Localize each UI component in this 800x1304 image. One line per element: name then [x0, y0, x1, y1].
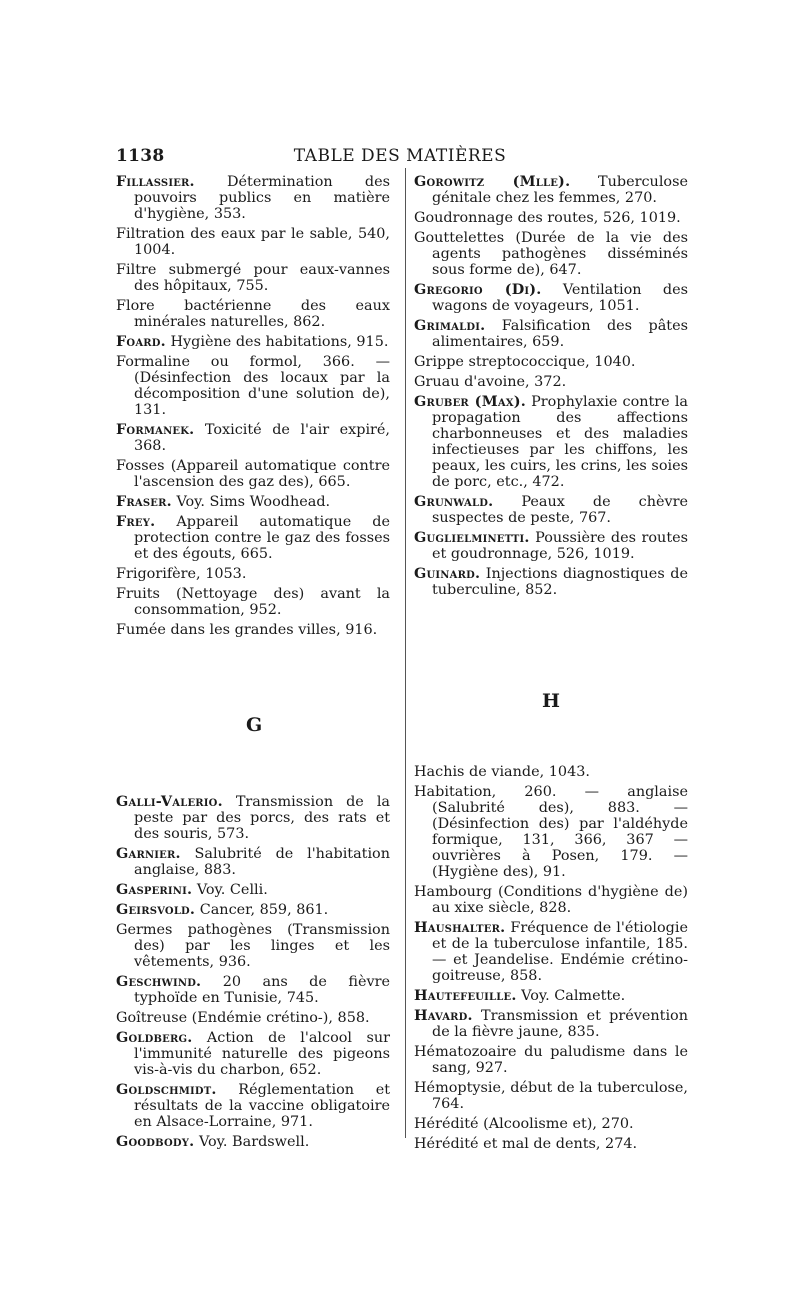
entry-text: Voy. Calmette.	[521, 988, 626, 1004]
entry-text: Voy. Sims Woodhead.	[176, 494, 331, 510]
index-entry	[116, 566, 390, 582]
entry-author: Foard.	[116, 333, 166, 350]
entry-author: Gruber (Max).	[414, 393, 526, 410]
entry-text: Hémoptysie, début de la tuberculose, 764.	[414, 1080, 688, 1112]
entry-text: Frigorifère, 1053.	[116, 566, 247, 582]
index-entry	[116, 882, 390, 898]
left-column-f-entries	[116, 174, 390, 642]
entry-text: Fréquence de l'étiologie et de la tuberculose infantile, 185. — et Jeandelise. Endémie crétino-goitreuse, 858.	[432, 920, 689, 984]
entry-author: Formanek.	[116, 421, 195, 438]
entry-text: Poussière des routes et goudronnage, 526, 1019.	[432, 530, 689, 562]
index-entry	[414, 394, 688, 490]
index-entry	[414, 210, 688, 226]
entry-text: Hérédité et mal de dents, 274.	[414, 1136, 638, 1152]
index-entry	[414, 884, 688, 916]
entry-text: Fruits (Nettoyage des) avant la consommation, 952.	[116, 586, 390, 618]
entry-text: Détermination des pouvoirs publics en matière d'hygiène, 353.	[134, 174, 390, 222]
index-entry	[414, 566, 688, 598]
entry-author: Geschwind.	[116, 973, 202, 990]
index-entry	[414, 318, 688, 350]
entry-author: Fraser.	[116, 493, 172, 510]
entry-author: Guglielminetti.	[414, 529, 530, 546]
index-entry	[116, 262, 390, 294]
entry-text: 20 ans de fièvre typhoïde en Tunisie, 745.	[134, 974, 390, 1006]
index-entry	[116, 922, 390, 970]
entry-text: Filtre submergé pour eaux-vannes des hôpitaux, 755.	[116, 262, 390, 294]
entry-text: Filtration des eaux par le sable, 540, 1004.	[116, 226, 390, 258]
index-entry	[414, 764, 688, 780]
index-entry	[414, 1080, 688, 1112]
entry-text: Action de l'alcool sur l'immunité naturelle des pigeons vis-à-vis du charbon, 652.	[134, 1030, 391, 1078]
entry-author: Haushalter.	[414, 919, 506, 936]
entry-author: Goldberg.	[116, 1029, 193, 1046]
index-entry	[116, 622, 390, 638]
entry-text: Toxicité de l'air expiré, 368.	[134, 422, 391, 454]
entry-text: Germes pathogènes (Transmission des) par les linges et les vêtements, 936.	[116, 922, 390, 970]
index-entry	[116, 422, 390, 454]
index-entry	[414, 1136, 688, 1152]
index-entry	[116, 846, 390, 878]
index-entry	[116, 974, 390, 1006]
entry-author: Hautefeuille.	[414, 987, 517, 1004]
entry-author: Goodbody.	[116, 1133, 195, 1150]
entry-text: Voy. Celli.	[196, 882, 268, 898]
entry-text: Goîtreuse (Endémie crétino-), 858.	[116, 1010, 370, 1026]
entry-author: Garnier.	[116, 845, 181, 862]
entry-text: Goudronnage des routes, 526, 1019.	[414, 210, 681, 226]
index-entry	[116, 226, 390, 258]
entry-text: Fumée dans les grandes villes, 916.	[116, 622, 378, 638]
entry-text: Salubrité de l'habitation anglaise, 883.	[134, 846, 390, 878]
index-entry	[414, 530, 688, 562]
entry-author: Gregorio (Di).	[414, 281, 542, 298]
section-letter-g: G	[246, 714, 263, 736]
right-column-g-entries	[414, 174, 688, 602]
index-entry	[116, 458, 390, 490]
index-entry	[414, 784, 688, 880]
index-entry	[414, 1008, 688, 1040]
page-number: 1138	[116, 146, 165, 166]
entry-text: Injections diagnostiques de tuberculine, 852.	[432, 566, 689, 598]
index-entry	[116, 514, 390, 562]
entry-author: Galli-Valerio.	[116, 793, 223, 810]
index-entry	[116, 494, 390, 510]
entry-text: Appareil automatique de protection contre le gaz des fosses et des égouts, 665.	[134, 514, 391, 562]
entry-text: Fosses (Appareil automatique contre l'ascension des gaz des), 665.	[116, 458, 390, 490]
index-entry	[116, 794, 390, 842]
entry-author: Havard.	[414, 1007, 473, 1024]
entry-text: Ventilation des wagons de voyageurs, 1051.	[432, 282, 688, 314]
entry-text: Grippe streptococcique, 1040.	[414, 354, 636, 370]
entry-text: Hambourg (Conditions d'hygiène de) au xixe siècle, 828.	[414, 884, 688, 916]
index-entry	[414, 354, 688, 370]
index-entry	[116, 298, 390, 330]
index-entry	[116, 1030, 390, 1078]
entry-text: Hérédité (Alcoolisme et), 270.	[414, 1116, 634, 1132]
page-title: TABLE DES MATIÈRES	[293, 146, 507, 166]
entry-text: Transmission et prévention de la fièvre jaune, 835.	[432, 1008, 688, 1040]
entry-text: Hygiène des habitations, 915.	[170, 334, 389, 350]
entry-text: Cancer, 859, 861.	[199, 902, 329, 918]
entry-text: Hachis de viande, 1043.	[414, 764, 590, 780]
entry-author: Gasperini.	[116, 881, 193, 898]
index-entry	[116, 174, 390, 222]
entry-text: Gruau d'avoine, 372.	[414, 374, 567, 390]
index-entry	[116, 1134, 390, 1150]
index-entry	[116, 1082, 390, 1130]
entry-author: Gorowitz (Mlle).	[414, 173, 571, 190]
entry-author: Guinard.	[414, 565, 481, 582]
index-entry	[414, 374, 688, 390]
entry-text: Formaline ou formol, 366. — (Désinfection des locaux par la décomposition d'une solution de), 131.	[116, 354, 390, 418]
index-entry	[414, 1044, 688, 1076]
entry-text: Tuberculose génitale chez les femmes, 270.	[432, 174, 688, 206]
entry-author: Goldschmidt.	[116, 1081, 217, 1098]
index-entry	[116, 1010, 390, 1026]
index-entry	[116, 586, 390, 618]
index-entry	[414, 282, 688, 314]
index-entry	[414, 1116, 688, 1132]
entry-author: Grunwald.	[414, 493, 494, 510]
entry-author: Fillassier.	[116, 173, 195, 190]
section-letter-h: H	[542, 690, 560, 712]
index-entry	[414, 920, 688, 984]
index-entry	[414, 174, 688, 206]
entry-author: Geirsvold.	[116, 901, 196, 918]
entry-author: Grimaldi.	[414, 317, 486, 334]
left-column-g-entries	[116, 794, 390, 1154]
index-entry	[116, 902, 390, 918]
index-entry	[414, 494, 688, 526]
index-entry	[414, 230, 688, 278]
entry-text: Falsification des pâtes alimentaires, 659.	[432, 318, 688, 350]
entry-text: Hématozoaire du paludisme dans le sang, 927.	[414, 1044, 688, 1076]
entry-text: Prophylaxie contre la propagation des affections charbonneuses et des maladies infectieuses par les chiffons, les peaux, les cuirs, les crins, les soies de porc, etc., 472.	[432, 394, 689, 490]
entry-text: Voy. Bardswell.	[198, 1134, 310, 1150]
index-entry	[116, 354, 390, 418]
entry-text: Peaux de chèvre suspectes de peste, 767.	[432, 494, 689, 526]
entry-text: Gouttelettes (Durée de la vie des agents pathogènes disséminés sous forme de), 647.	[414, 230, 688, 278]
column-divider	[405, 168, 406, 1138]
entry-text: Réglementation et résultats de la vaccine obligatoire en Alsace-Lorraine, 971.	[134, 1082, 391, 1130]
index-entry	[116, 334, 390, 350]
right-column-h-entries	[414, 764, 688, 1156]
index-entry	[414, 988, 688, 1004]
entry-text: Flore bactérienne des eaux minérales naturelles, 862.	[116, 298, 390, 330]
entry-author: Frey.	[116, 513, 156, 530]
entry-text: Habitation, 260. — anglaise (Salubrité des), 883. — (Désinfection des) par l'aldéhyde formique, 131, 366, 367 — ouvrières à Posen, 179. — (Hygiène des), 91.	[414, 784, 688, 880]
entry-text: Transmission de la peste par des porcs, des rats et des souris, 573.	[134, 794, 391, 842]
